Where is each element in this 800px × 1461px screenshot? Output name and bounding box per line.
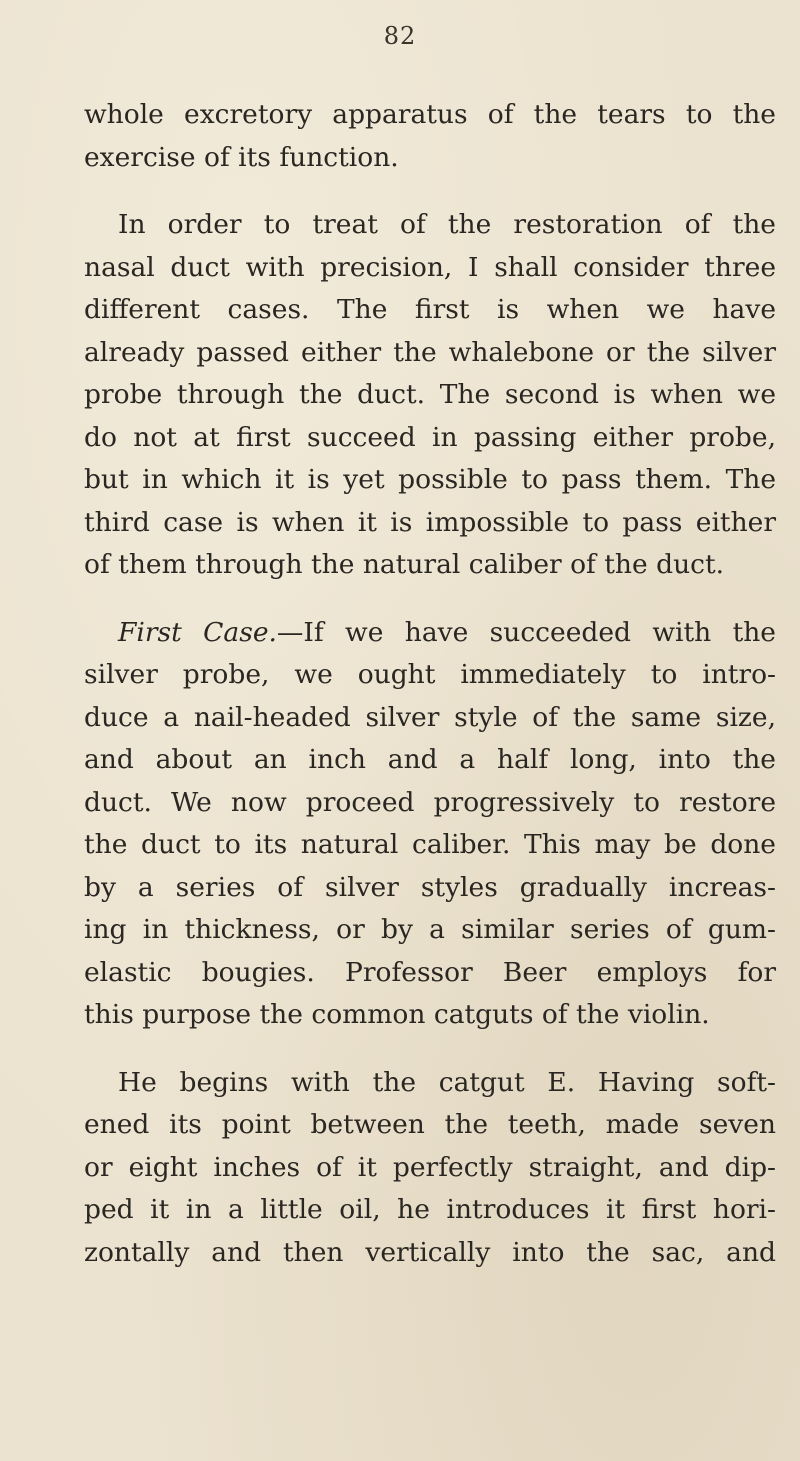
case-heading: First Case. <box>118 616 277 648</box>
paragraph-1 <box>84 94 776 179</box>
paragraph-2 <box>84 204 776 587</box>
page-number: 82 <box>383 22 417 50</box>
text-line-rest: —If we have succeeded with the <box>276 616 776 648</box>
text-line: and about an inch and a half long, into the <box>84 744 776 775</box>
text-line <box>84 612 776 655</box>
text-line: exercise of its function. <box>84 141 399 173</box>
text-line: ened its point between the teeth, made seven <box>84 1109 776 1140</box>
text-line: duce a nail-headed silver style of the same size, <box>84 701 776 733</box>
text-line: elastic bougies. Professor Beer employs for <box>84 956 776 988</box>
text-line: silver probe, we ought immediately to intro- <box>84 659 776 690</box>
text-line: zontally and then vertically into the sac, and <box>84 1236 776 1268</box>
text-line: ing in thickness, or by a similar series of gum- <box>84 914 776 945</box>
text-line: already passed either the whalebone or the silver <box>84 336 776 368</box>
text-line: this purpose the common catguts of the violin. <box>84 999 710 1030</box>
text-line: He begins with the catgut E. Having soft- <box>118 1066 776 1098</box>
text-line: the duct to its natural caliber. This may be done <box>84 829 776 860</box>
text-line: probe through the duct. The second is when we <box>84 379 776 410</box>
text-line: by a series of silver styles gradually increas- <box>84 871 776 903</box>
text-line: or eight inches of it perfectly straight, and dip- <box>84 1151 776 1183</box>
paragraph-3 <box>84 612 776 1037</box>
paragraph-4 <box>84 1062 776 1275</box>
text-line: different cases. The first is when we have <box>84 294 776 325</box>
text-line: whole excretory apparatus of the tears to the <box>84 99 776 130</box>
body-text <box>84 94 776 1274</box>
text-line: do not at first succeed in passing either probe, <box>84 421 776 453</box>
text-line: ped it in a little oil, he introduces it first hori- <box>84 1194 776 1225</box>
text-line: third case is when it is impossible to pass either <box>84 506 776 538</box>
text-line: In order to treat of the restoration of the <box>118 209 776 240</box>
text-line: but in which it is yet possible to pass them. The <box>84 464 776 495</box>
text-line: nasal duct with precision, I shall consider three <box>84 251 776 283</box>
text-line: duct. We now proceed progressively to restore <box>84 786 776 818</box>
text-line: of them through the natural caliber of the duct. <box>84 549 725 580</box>
